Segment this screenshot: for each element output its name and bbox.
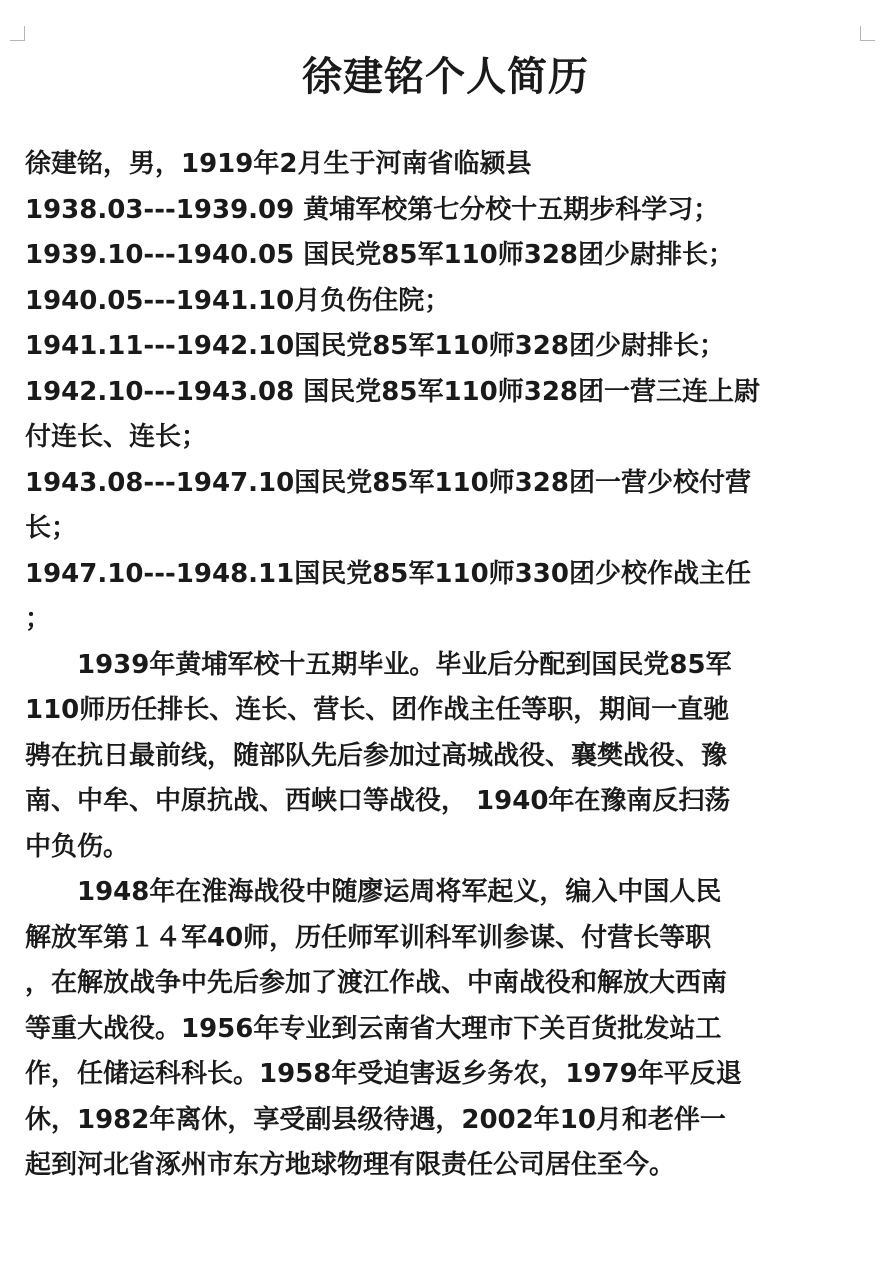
career-entry-line: 1938.03---1939.09 黄埔军校第七分校十五期步科学习； — [25, 194, 720, 225]
career-entry-line: 长； — [25, 513, 78, 543]
paragraph-line: ，在解放战争中先后参加了渡江作战、中南战役和解放大西南 — [25, 968, 728, 998]
biography-paragraph-2 — [25, 870, 863, 1189]
paragraph-line: 作，任储运科科长。1958年受迫害返乡务农，1979年平反退 — [25, 1059, 742, 1089]
career-entry-line: 1940.05---1941.10月负伤住院； — [25, 285, 451, 316]
career-entry-line: 1942.10---1943.08 国民党85军110师328团一营三连上尉 — [25, 376, 760, 407]
paragraph-line: 骋在抗日最前线，随部队先后参加过高城战役、襄樊战役、豫 — [25, 740, 728, 771]
paragraph-line: 解放军第１４军40师，历任师军训科军训参谋、付营长等职 — [25, 922, 712, 953]
paragraph-line: 南、中牟、中原抗战、西峡口等战役， 1940年在豫南反扫荡 — [25, 786, 731, 816]
document-body — [25, 142, 863, 1189]
paragraph-line: 1939年黄埔军校十五期毕业。毕业后分配到国民党85军 — [77, 649, 732, 680]
paragraph-line: 等重大战役。1956年专业到云南省大理市下关百货批发站工 — [25, 1013, 722, 1044]
page-corner-mark-top-right — [860, 26, 875, 41]
paragraph-line: 1948年在淮海战役中随廖运周将军起义，编入中国人民 — [77, 877, 722, 907]
paragraph-line: 休，1982年离休，享受副县级待遇，2002年10月和老伴一 — [25, 1104, 726, 1135]
paragraph-line: 110师历任排长、连长、营长、团作战主任等职，期间一直驰 — [25, 695, 730, 725]
document-title: 徐建铭个人简历 — [302, 54, 589, 100]
intro-line: 徐建铭，男，1919年2月生于河南省临颍县 — [25, 149, 532, 179]
biography-paragraph-1 — [25, 643, 863, 871]
paragraph-line: 起到河北省涿州市东方地球物理有限责任公司居住至今。 — [25, 1150, 676, 1180]
career-entry-line: 1939.10---1940.05 国民党85军110师328团少尉排长； — [25, 240, 734, 270]
paragraph-line: 中负伤。 — [25, 831, 130, 862]
career-entry-line: 1943.08---1947.10国民党85军110师328团一营少校付营 — [25, 467, 751, 498]
career-entry-line: 付连长、连长； — [25, 422, 208, 452]
career-entry-line: 1947.10---1948.11国民党85军110师330团少校作战主任 — [25, 558, 751, 589]
page-corner-mark-top-left — [10, 26, 25, 41]
career-entry-line: 1941.11---1942.10国民党85军110师328团少尉排长； — [25, 331, 725, 361]
career-entry-line: ； — [25, 604, 52, 634]
